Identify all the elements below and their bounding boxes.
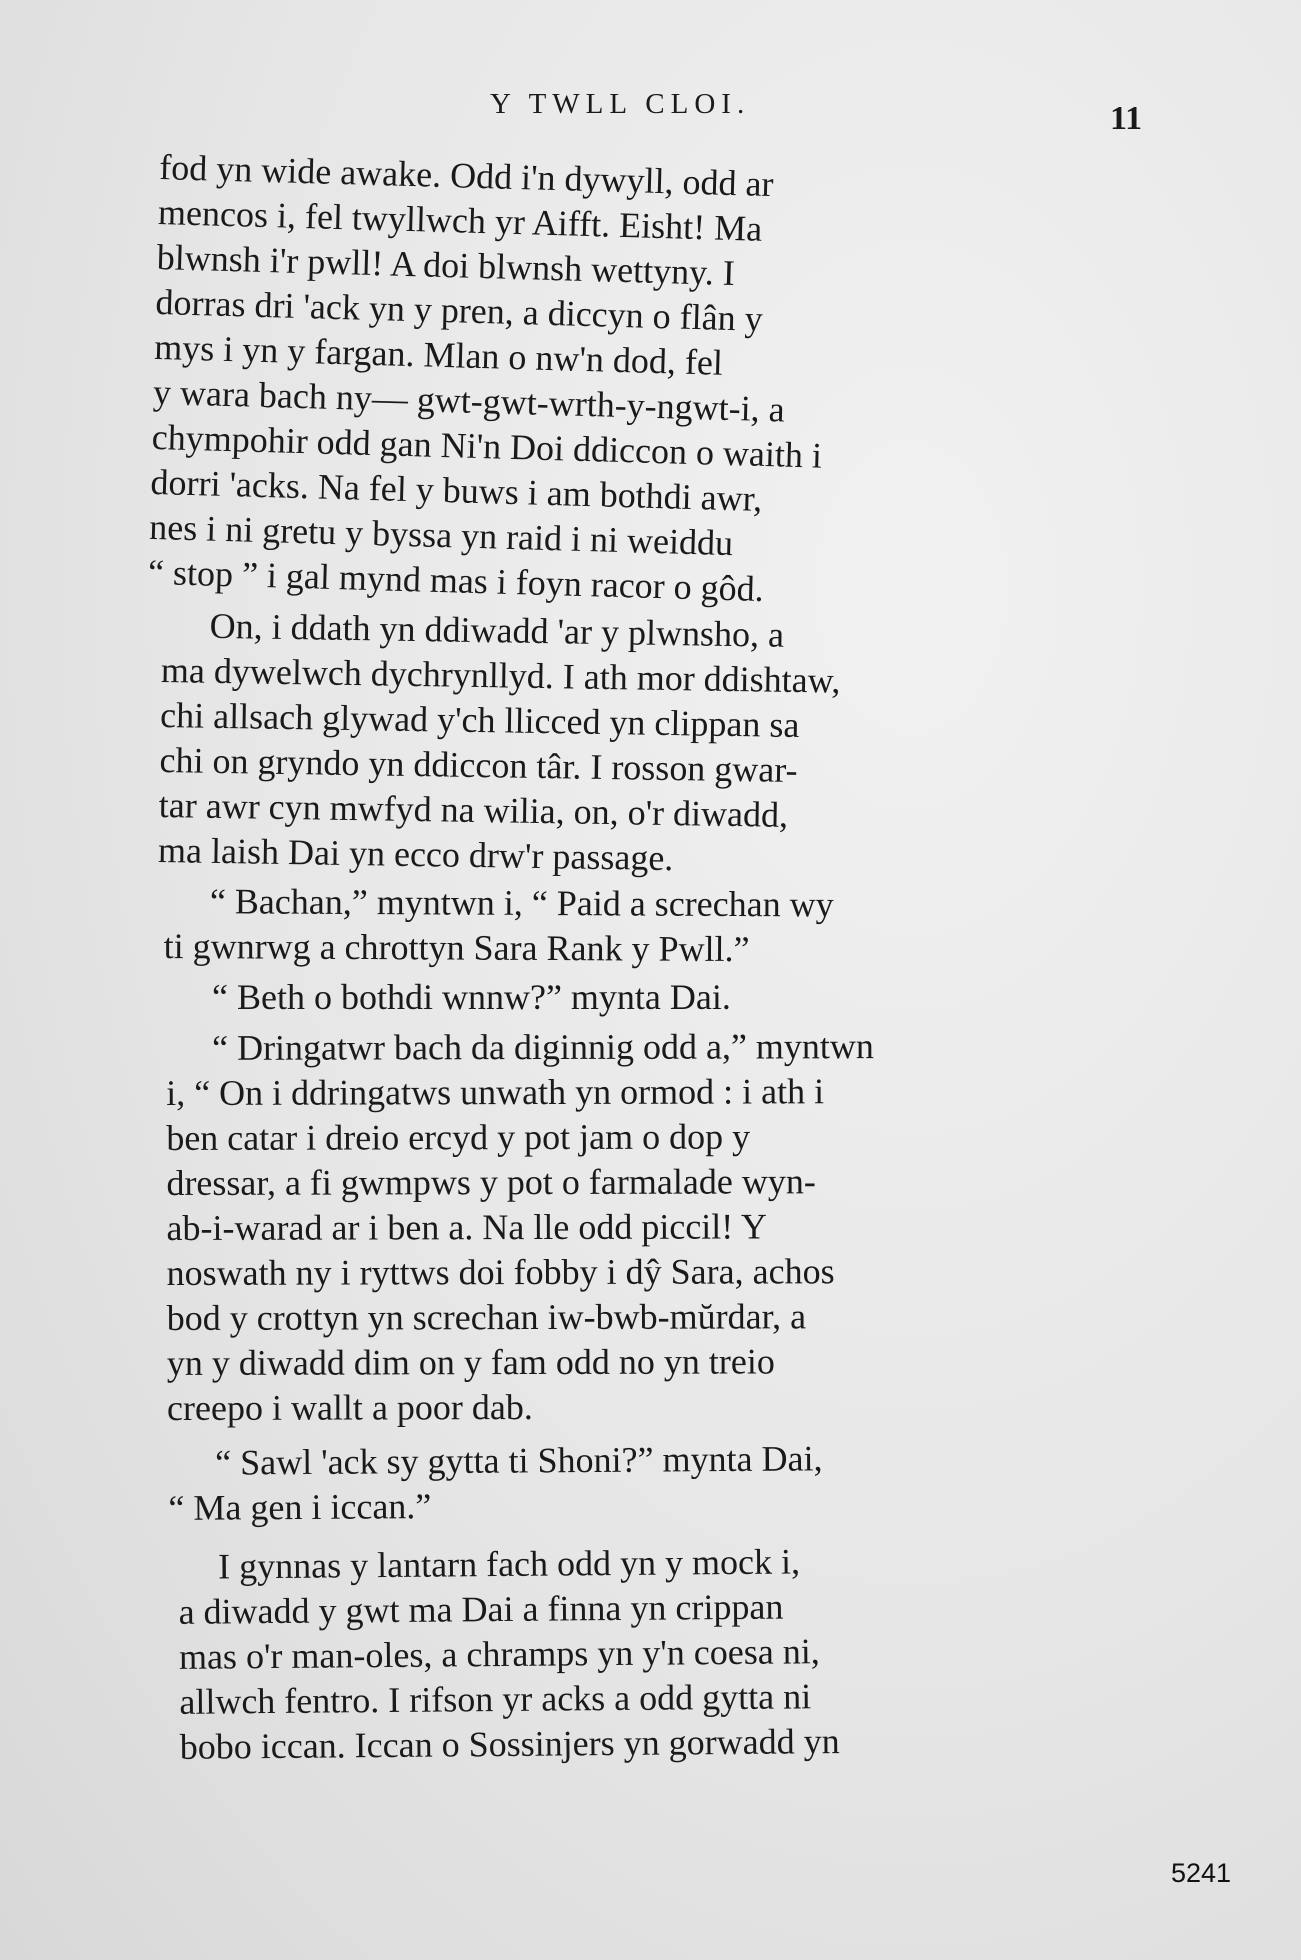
paragraph-7 bbox=[160, 1536, 1202, 1770]
text-line: “ Beth o bothdi wnnw?” mynta Dai. bbox=[212, 977, 731, 1017]
paragraph-5 bbox=[160, 1023, 1201, 1431]
text-line: dorri 'acks. Na fel y buws i am bothdi awr, bbox=[150, 461, 763, 519]
text-line: I gynnas y lantarn fach odd yn y mock i, bbox=[218, 1541, 801, 1587]
text-line: On, i ddath yn ddiwadd 'ar y plwnsho, a bbox=[209, 605, 785, 655]
text-line: yn y diwadd dim on y fam odd no yn treio bbox=[166, 1341, 775, 1383]
text-line: dorras dri 'ack yn y pren, a diccyn o flân y bbox=[155, 281, 764, 339]
text-line: “ Bachan,” myntwn i, “ Paid a screchan wy bbox=[209, 881, 834, 925]
text-line: “ Sawl 'ack sy gytta ti Shoni?” mynta Dai, bbox=[215, 1438, 823, 1483]
text-line: y wara bach ny— gwt-gwt-wrth-y-ngwt-i, a bbox=[152, 371, 786, 430]
text-line: chi on gryndo yn ddiccon târ. I rosson gwar- bbox=[159, 740, 798, 791]
text-line: “ Dringatwr bach da diginnig odd a,” myntwn bbox=[212, 1026, 874, 1068]
paragraph-2 bbox=[156, 603, 1200, 889]
text-line: bod y crottyn yn screchan iw-bwb-mŭrdar, a bbox=[166, 1296, 807, 1338]
text-line: fod yn wide awake. Odd i'n dywyll, odd ar bbox=[158, 146, 775, 205]
text-line: chympohir odd gan Ni'n Doi ddiccon o waith i bbox=[151, 416, 823, 476]
text-line: chi allsach glywad y'ch llicced yn clippan sa bbox=[159, 695, 800, 746]
text-line: nes i ni gretu y byssa yn raid i ni weiddu bbox=[148, 506, 734, 564]
paragraph-1 bbox=[147, 145, 1199, 624]
text-line: mas o'r man-oles, a chramps yn y'n coesa ni, bbox=[178, 1631, 820, 1677]
text-line: tar awr cyn mwfyd na wilia, on, o'r diwadd, bbox=[158, 785, 789, 835]
text-line: allwch fentro. I rifson yr acks a odd gytta ni bbox=[179, 1676, 812, 1722]
text-line: mencos i, fel twyllwch yr Aifft. Eisht! Ma bbox=[157, 191, 763, 249]
paragraph-6 bbox=[160, 1434, 1201, 1531]
paragraph-4 bbox=[160, 975, 1200, 1020]
running-head bbox=[160, 88, 1160, 137]
text-line: a diwadd y gwt ma Dai a finna yn crippan bbox=[178, 1586, 784, 1632]
text-line: mys i yn y fargan. Mlan o nw'n dod, fel bbox=[153, 326, 724, 383]
paragraph-3 bbox=[160, 879, 1200, 974]
running-title: Y TWLL CLOI. bbox=[490, 88, 751, 120]
text-line: creepo i wallt a poor dab. bbox=[166, 1387, 533, 1428]
text-line: ben catar i dreio ercyd y pot jam o dop y bbox=[166, 1116, 751, 1158]
text-line: ti gwnrwg a chrottyn Sara Rank y Pwll.” bbox=[163, 926, 750, 970]
text-line: ma laish Dai yn ecco drw'r passage. bbox=[157, 830, 674, 879]
text-line: “ stop ” i gal mynd mas i foyn racor o gôd. bbox=[147, 551, 765, 610]
text-line: blwnsh i'r pwll! A doi blwnsh wettyny. I bbox=[156, 236, 736, 294]
body-text bbox=[147, 145, 1200, 1770]
text-line: bobo iccan. Iccan o Sossinjers yn gorwadd yn bbox=[179, 1721, 840, 1767]
text-line: ma dywelwch dychrynllyd. I ath mor ddishtaw, bbox=[160, 650, 841, 701]
page-number: 11 bbox=[1110, 100, 1143, 137]
catalog-number: 5241 bbox=[1171, 1858, 1232, 1888]
text-line: noswath ny i ryttws doi fobby i dŷ Sara, achos bbox=[166, 1251, 835, 1293]
text-line: ab-i-warad ar i ben a. Na lle odd piccil! Y bbox=[166, 1206, 767, 1248]
text-line: i, “ On i ddringatws unwath yn ormod : i ath i bbox=[166, 1071, 825, 1113]
text-line: dressar, a fi gwmpws y pot o farmalade wyn- bbox=[166, 1161, 816, 1203]
text-line: “ Ma gen i iccan.” bbox=[168, 1486, 432, 1528]
